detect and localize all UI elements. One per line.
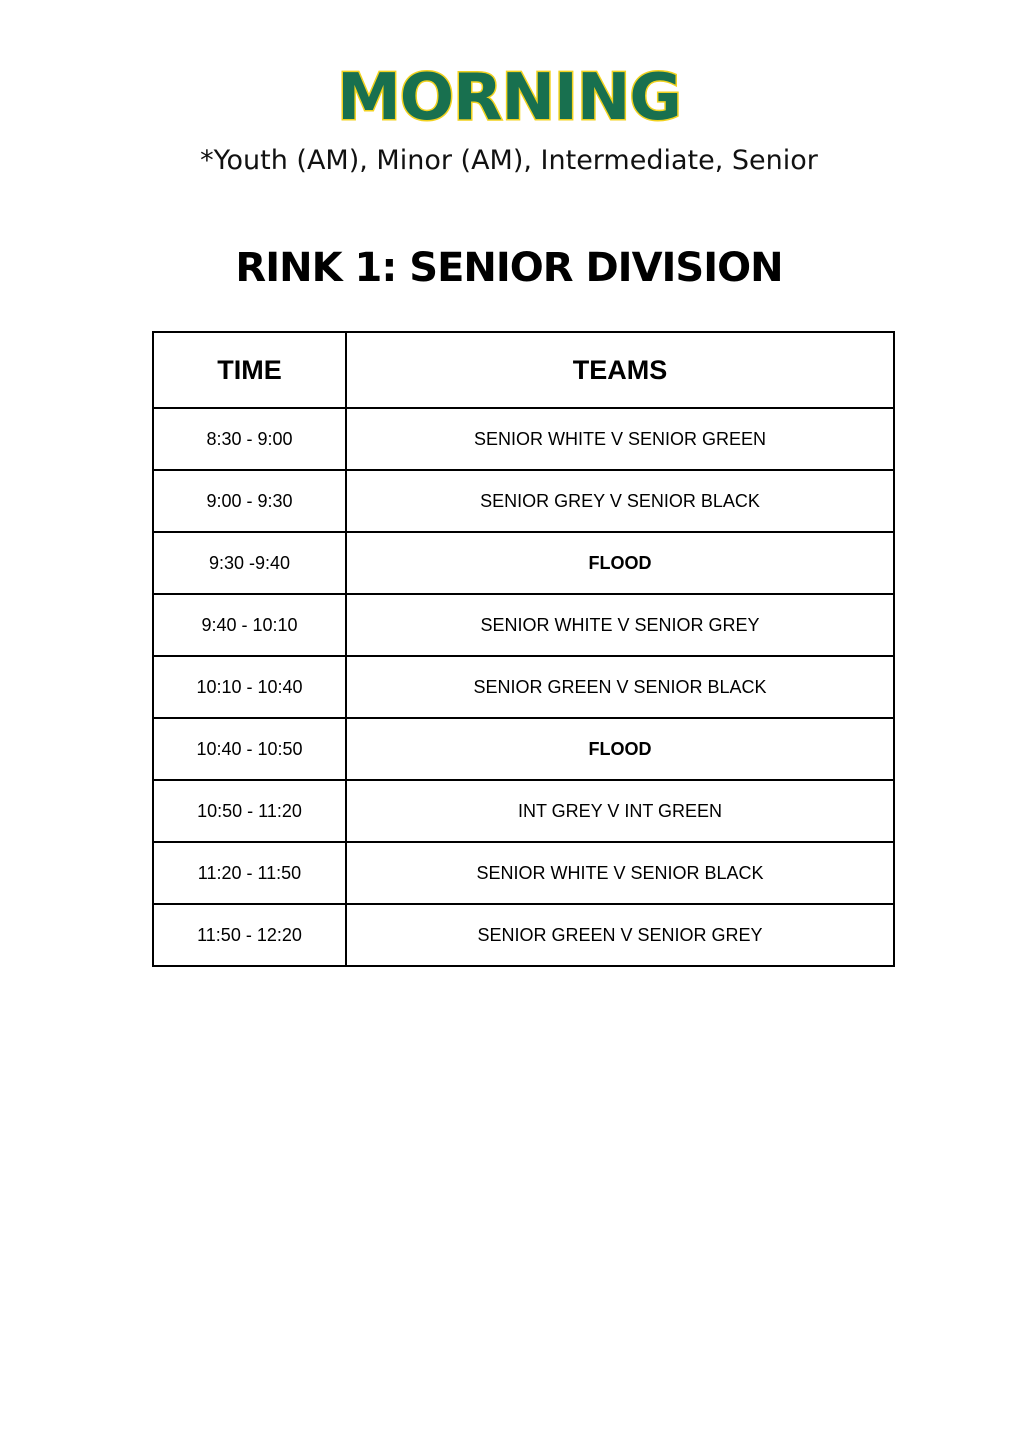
column-header-teams: TEAMS	[346, 332, 894, 408]
table-row	[153, 780, 894, 842]
column-header-time: TIME	[153, 332, 346, 408]
table-row	[153, 656, 894, 718]
teams-cell: FLOOD	[346, 718, 894, 780]
table-row	[153, 470, 894, 532]
time-cell: 10:50 - 11:20	[153, 780, 346, 842]
section-title: RINK 1: SENIOR DIVISION	[235, 245, 783, 291]
schedule-table	[152, 331, 895, 967]
teams-cell: INT GREY V INT GREEN	[346, 780, 894, 842]
time-cell: 10:10 - 10:40	[153, 656, 346, 718]
teams-cell: FLOOD	[346, 532, 894, 594]
table-row	[153, 842, 894, 904]
time-cell: 8:30 - 9:00	[153, 408, 346, 470]
teams-cell: SENIOR WHITE V SENIOR GREEN	[346, 408, 894, 470]
table-row	[153, 408, 894, 470]
time-cell: 11:50 - 12:20	[153, 904, 346, 966]
time-cell: 10:40 - 10:50	[153, 718, 346, 780]
table-row	[153, 718, 894, 780]
teams-cell: SENIOR WHITE V SENIOR BLACK	[346, 842, 894, 904]
time-cell: 9:00 - 9:30	[153, 470, 346, 532]
teams-cell: SENIOR WHITE V SENIOR GREY	[346, 594, 894, 656]
table-header-row	[153, 332, 894, 408]
table-row	[153, 594, 894, 656]
teams-cell: SENIOR GREY V SENIOR BLACK	[346, 470, 894, 532]
teams-cell: SENIOR GREEN V SENIOR BLACK	[346, 656, 894, 718]
time-cell: 9:30 -9:40	[153, 532, 346, 594]
teams-cell: SENIOR GREEN V SENIOR GREY	[346, 904, 894, 966]
table-row	[153, 904, 894, 966]
page-subtitle: *Youth (AM), Minor (AM), Intermediate, Senior	[200, 145, 818, 176]
time-cell: 11:20 - 11:50	[153, 842, 346, 904]
table-row	[153, 532, 894, 594]
page-title: MORNING	[337, 61, 681, 135]
time-cell: 9:40 - 10:10	[153, 594, 346, 656]
